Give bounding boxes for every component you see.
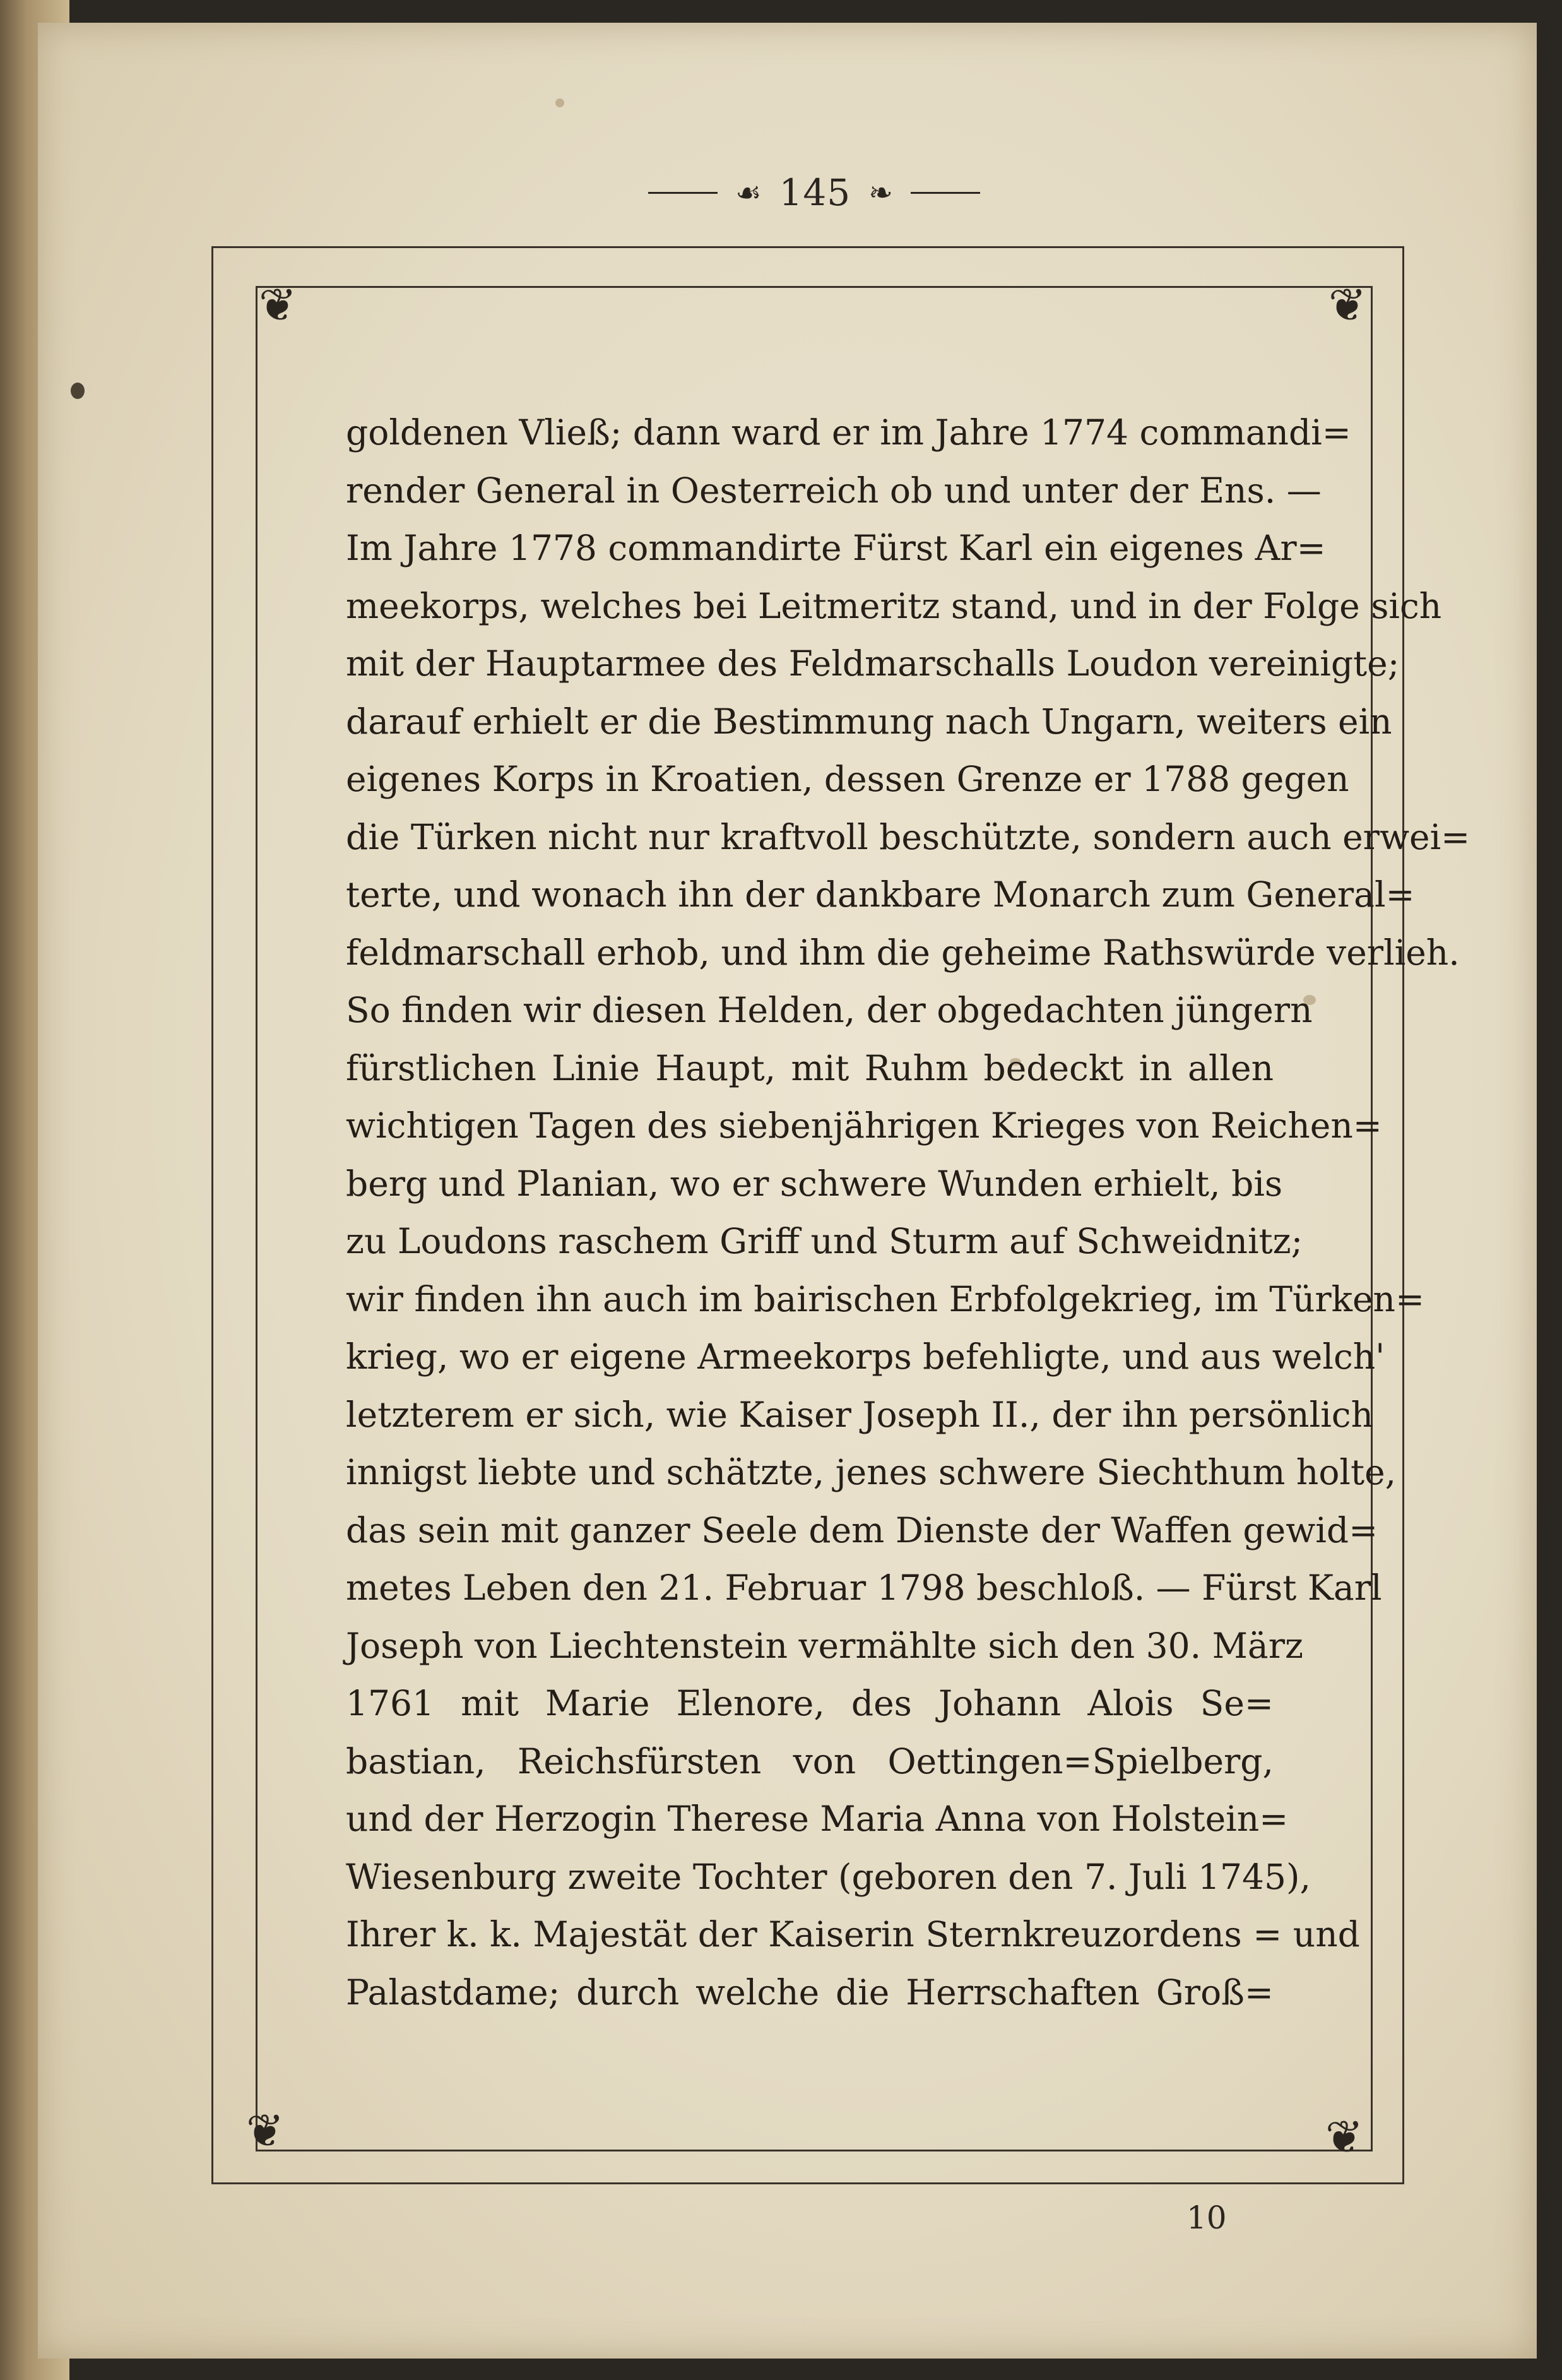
text-line: krieg, wo er eigene Armeekorps befehligte, und aus welch' bbox=[346, 1336, 1385, 1377]
text-line: fürstlichen Linie Haupt, mit Ruhm bedeckt in allen bbox=[346, 1047, 1274, 1088]
text-line: innigst liebte und schätzte, jenes schwere Siechthum holte, bbox=[346, 1452, 1397, 1492]
text-line: das sein mit ganzer Seele dem Dienste der Waffen gewid= bbox=[346, 1509, 1378, 1550]
text-line: feldmarschall erhob, und ihm die geheime Rathswürde verlieh. bbox=[346, 932, 1460, 973]
text-line: Joseph von Liechtenstein vermählte sich den 30. März bbox=[346, 1625, 1303, 1666]
text-line: So finden wir diesen Helden, der obgedachten jüngern bbox=[346, 990, 1313, 1030]
corner-ornament-bottom-left-icon: ❦ bbox=[246, 2104, 285, 2157]
body-text bbox=[346, 404, 1470, 2021]
text-line: Wiesenburg zweite Tochter (geboren den 7. Juli 1745), bbox=[346, 1856, 1311, 1897]
text-line: Ihrer k. k. Majestät der Kaiserin Sternkreuzordens = und bbox=[346, 1914, 1360, 1955]
corner-ornament-top-left-icon: ❦ bbox=[258, 278, 297, 331]
text-line: 1761 mit Marie Elenore, des Johann Alois Se= bbox=[346, 1683, 1274, 1723]
paper-stain bbox=[555, 98, 564, 107]
paper-stain bbox=[71, 383, 85, 399]
text-line: darauf erhielt er die Bestimmung nach Ungarn, weiters ein bbox=[346, 701, 1392, 742]
text-line: metes Leben den 21. Februar 1798 beschloß. — Fürst Karl bbox=[346, 1568, 1382, 1608]
page-header bbox=[637, 167, 991, 218]
header-ornament-left-icon: ☙ bbox=[735, 176, 762, 210]
header-rule-left bbox=[648, 192, 718, 194]
header-ornament-right-icon: ❧ bbox=[868, 176, 893, 210]
corner-ornament-top-right-icon: ❦ bbox=[1328, 278, 1367, 331]
text-line: wir finden ihn auch im bairischen Erbfolgekrieg, im Türken= bbox=[346, 1278, 1425, 1319]
text-line: zu Loudons raschem Griff und Sturm auf Schweidnitz; bbox=[346, 1221, 1303, 1261]
text-line: bastian, Reichsfürsten von Oettingen=Spielberg, bbox=[346, 1740, 1274, 1782]
text-line: mit der Hauptarmee des Feldmarschalls Loudon vereinigte; bbox=[346, 643, 1400, 684]
header-rule-right bbox=[911, 192, 980, 194]
text-line: Palastdame; durch welche die Herrschaften Groß= bbox=[346, 1972, 1274, 2013]
text-line: und der Herzogin Therese Maria Anna von Holstein= bbox=[346, 1799, 1289, 1839]
text-line: die Türken nicht nur kraftvoll beschützte, sondern auch erwei= bbox=[346, 816, 1470, 857]
text-line: render General in Oesterreich ob und unter der Ens. — bbox=[346, 470, 1322, 511]
corner-ornament-bottom-right-icon: ❦ bbox=[1325, 2110, 1364, 2163]
text-line: meekorps, welches bei Leitmeritz stand, und in der Folge sich bbox=[346, 585, 1442, 626]
text-line: eigenes Korps in Kroatien, dessen Grenze er 1788 gegen bbox=[346, 759, 1349, 799]
text-line: Im Jahre 1778 commandirte Fürst Karl ein eigenes Ar= bbox=[346, 528, 1326, 568]
signature-mark: 10 bbox=[1186, 2199, 1227, 2236]
text-line: terte, und wonach ihn der dankbare Monarch zum General= bbox=[346, 874, 1415, 915]
text-line: goldenen Vließ; dann ward er im Jahre 1774 commandi= bbox=[346, 412, 1351, 453]
page-number: 145 bbox=[779, 171, 851, 214]
text-line: wichtigen Tagen des siebenjährigen Krieges von Reichen= bbox=[346, 1105, 1382, 1146]
text-line: letzterem er sich, wie Kaiser Joseph II., der ihn persönlich bbox=[346, 1394, 1374, 1435]
text-line: berg und Planian, wo er schwere Wunden erhielt, bis bbox=[346, 1163, 1283, 1204]
